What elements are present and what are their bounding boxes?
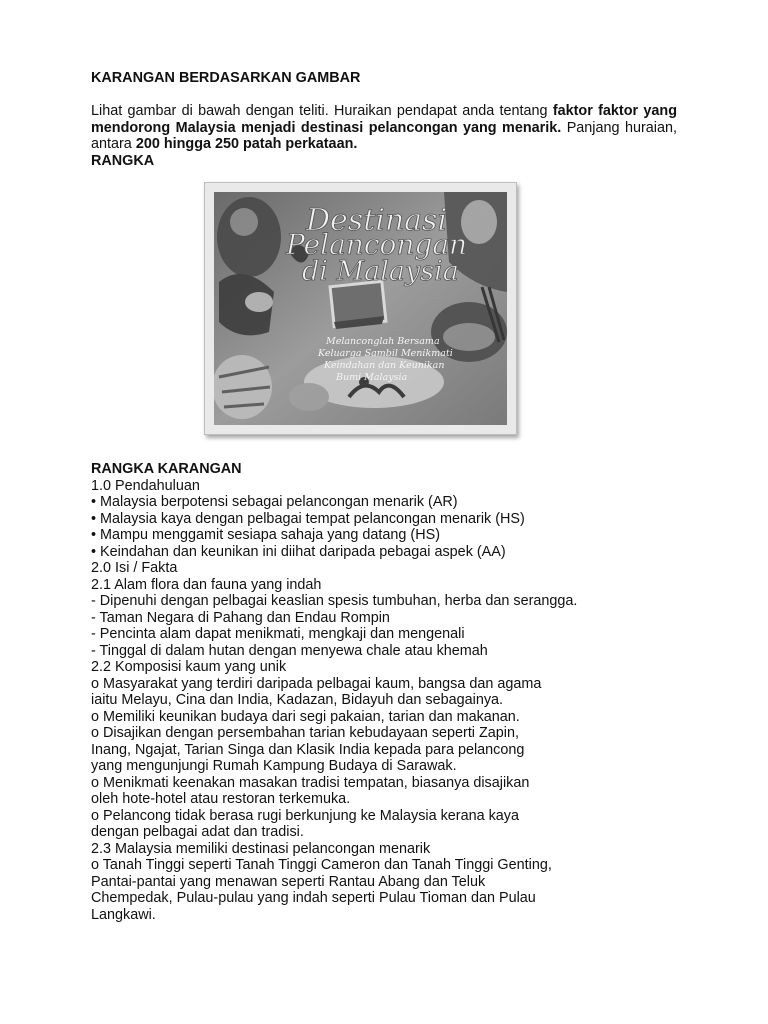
outline-line: iaitu Melayu, Cina dan India, Kadazan, Bidayuh dan sebagainya. <box>91 692 504 708</box>
outline-line: • Mampu menggamit sesiapa sahaja yang datang (HS) <box>91 527 441 543</box>
outline-line: - Taman Negara di Pahang dan Endau Rompin <box>91 609 390 626</box>
outline-line: - Pencinta alam dapat menikmati, mengkaji dan mengenali <box>91 626 465 642</box>
poster-caption-line-4: Bumi Malaysia <box>336 372 408 383</box>
instruction-bold-wordcount: 200 hingga 250 patah perkataan. <box>135 136 358 152</box>
tourism-poster-image <box>204 182 517 435</box>
outline-line: oleh hote-hotel atau restoran terkemuka. <box>91 791 351 807</box>
outline-line: o Pelancong tidak berasa rugi berkunjung ke Malaysia kerana kaya <box>91 807 519 824</box>
outline-line: Chempedak, Pulau-pulau yang indah seperti Pulau Tioman dan Pulau <box>91 890 536 906</box>
outline-line: Pantai-pantai yang menawan seperti Rantau Abang dan Teluk <box>91 873 486 890</box>
outline-line: Inang, Ngajat, Tarian Singa dan Klasik India kepada para pelancong <box>91 741 525 758</box>
outline-line: o Memiliki keunikan budaya dari segi pakaian, tarian dan makanan. <box>91 708 520 725</box>
poster-title-line-1: Destinasi <box>306 203 448 238</box>
rangka-label: RANGKA <box>91 153 155 169</box>
outline-line: o Tanah Tinggi seperti Tanah Tinggi Cameron dan Tanah Tinggi Genting, <box>91 857 552 873</box>
document-heading: KARANGAN BERDASARKAN GAMBAR <box>91 70 361 86</box>
outline-line: dengan pelbagai adat dan tradisi. <box>91 824 304 840</box>
outline-line: o Masyarakat yang terdiri daripada pelbagai kaum, bangsa dan agama <box>91 675 542 692</box>
outline-line: • Keindahan dan keunikan ini diihat daripada pebagai aspek (AA) <box>91 543 506 560</box>
outline-line: - Tinggal di dalam hutan dengan menyewa chale atau khemah <box>91 642 488 659</box>
outline-title: RANGKA KARANGAN <box>91 461 242 477</box>
outline-line: 2.0 Isi / Fakta <box>91 560 178 576</box>
poster-caption-line-1: Melanconglah Bersama <box>326 336 440 347</box>
poster-caption-line-3: Keindahan dan Keunikan <box>324 360 445 371</box>
outline-line: 2.1 Alam flora dan fauna yang indah <box>91 576 322 593</box>
instruction-paragraph <box>91 103 677 153</box>
outline-line: 1.0 Pendahuluan <box>91 477 200 494</box>
outline-line: • Malaysia berpotensi sebagai pelancongan menarik (AR) <box>91 494 458 510</box>
outline-line: - Dipenuhi dengan pelbagai keaslian spesis tumbuhan, herba dan serangga. <box>91 593 578 609</box>
instruction-bold-topic: faktor faktor yang mendorong Malaysia menjadi destinasi pelancongan yang menarik. <box>91 103 677 136</box>
outline-line: yang mengunjungi Rumah Kampung Budaya di Sarawak. <box>91 758 457 774</box>
outline-line: • Malaysia kaya dengan pelbagai tempat pelancongan menarik (HS) <box>91 510 525 527</box>
poster-caption-line-2: Keluarga Sambil Menikmati <box>318 348 453 359</box>
outline-line: 2.2 Komposisi kaum yang unik <box>91 659 287 675</box>
poster-title <box>285 203 467 287</box>
instruction-text-length: Panjang huraian, antara <box>91 119 677 152</box>
poster-illustration <box>214 192 507 425</box>
instruction-text: Lihat gambar di bawah dengan teliti. Huraikan pendapat anda tentang <box>91 103 553 119</box>
outline-line: Langkawi. <box>91 906 156 923</box>
outline-line: 2.3 Malaysia memiliki destinasi pelancongan menarik <box>91 840 431 857</box>
outline-line: o Menikmati keenakan masakan tradisi tempatan, biasanya disajikan <box>91 774 530 791</box>
poster-title-line-3: di Malaysia <box>302 256 459 287</box>
essay-outline <box>91 461 577 923</box>
outline-line: o Disajikan dengan persembahan tarian kebudayaan seperti Zapin, <box>91 725 520 741</box>
poster-title-line-2: Pelancongan <box>286 228 468 261</box>
